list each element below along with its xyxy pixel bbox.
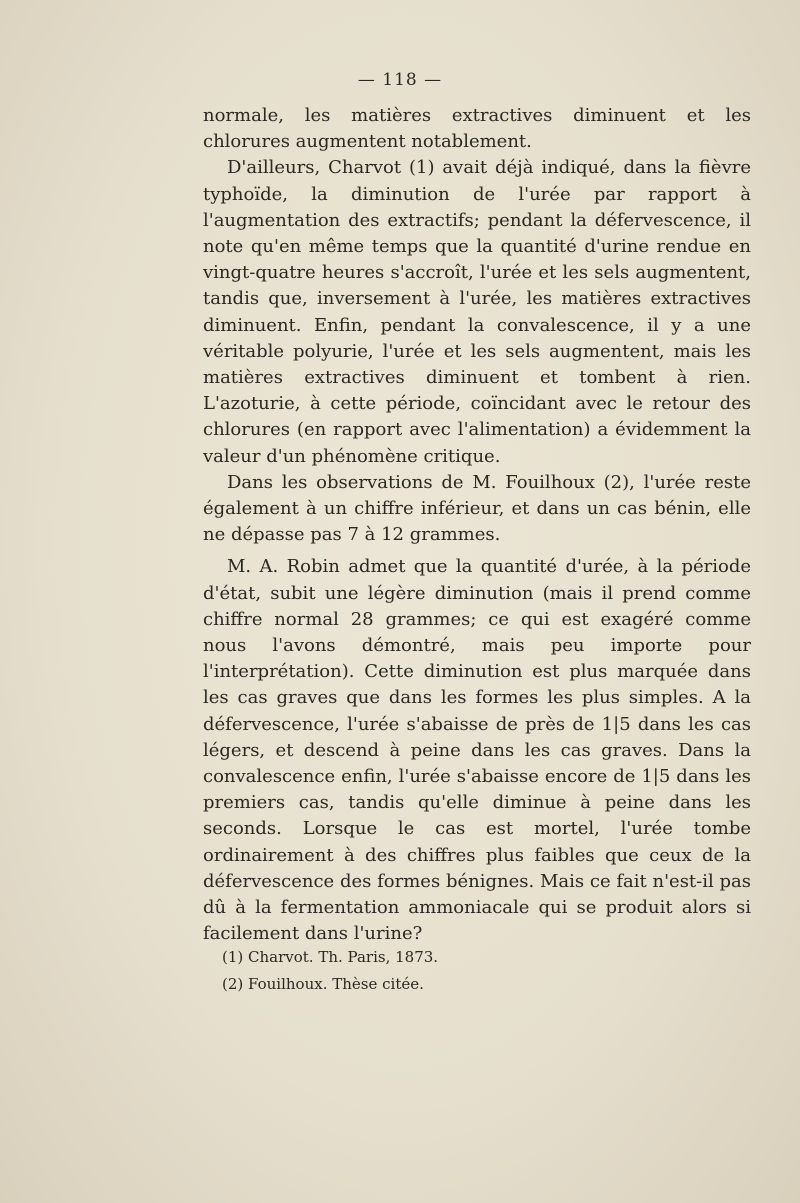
footnotes [222,944,742,998]
paragraph-continuation: normale, les matières extractives diminuent et les chlorures augmentent notablement. [203,105,751,153]
body-text [203,103,751,948]
footnote-1: (1) Charvot. Th. Paris, 1873. [222,948,439,966]
paragraph-robin: M. A. Robin admet que la quantité d'urée, à la période d'état, subit une légère diminution (mais il prend comme chiffre normal 28 grammes; ce qui est exagéré comme nous l'avons démontré, mais peu importe pour l'interprétation). Cette diminution est plus marquée dans les cas graves que dans les formes les plus simples. A la défervescence, l'urée s'abaisse de près de 1|5 dans les cas légers, et descend à peine dans les cas graves. Dans la convalescence enfin, l'urée s'abaisse encore de 1|5 dans les premiers cas, tandis qu'elle diminue à peine dans les seconds. Lorsque le cas est mortel, l'urée tombe ordinairement à des chiffres plus faibles que ceux de la défervescence des formes bénignes. Mais ce fait n'est-il pas dû à la fermentation ammoniacale qui se produit alors si facilement dans l'urine? [203,556,751,945]
paragraph-charvot: D'ailleurs, Charvot (1) avait déjà indiqué, dans la fièvre typhoïde, la diminution de l'urée par rapport à l'augmentation des extractifs; pendant la défervescence, il note qu'en même temps que la quantité d'urine rendue en vingt-quatre heures s'accroît, l'urée et les sels augmentent, tandis que, inversement à l'urée, les matières extractives diminuent. Enfin, pendant la convalescence, il y a une véritable polyurie, l'urée et les sels augmentent, mais les matières extractives diminuent et tombent à rien. L'azoturie, à cette période, coïncidant avec le retour des chlorures (en rapport avec l'alimentation) a évidemment la valeur d'un phénomène critique. [203,157,751,467]
paragraph-fouilhoux: Dans les observations de M. Fouilhoux (2), l'urée reste également à un chiffre inférieur, et dans un cas bénin, elle ne dépasse pas 7 à 12 grammes. [203,471,751,546]
footnote-2: (2) Fouilhoux. Thèse citée. [222,975,424,993]
page-number: — 118 — [357,70,443,90]
